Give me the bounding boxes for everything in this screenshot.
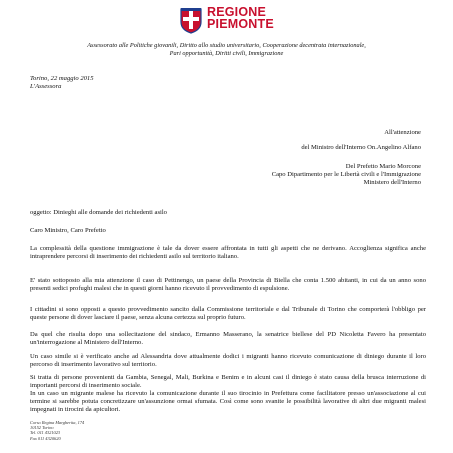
prefect-line-3: Ministero dell'Interno <box>363 179 421 186</box>
department-line-1: Assessorato alle Politiche giovanili, Diritto allo studio universitario, Cooperazione decentrata internazionale, <box>87 42 366 49</box>
brand-line-1: REGIONE <box>207 5 267 19</box>
footer-address <box>30 420 84 441</box>
minister-recipient: del Ministro dell'Interno On.Angelino Alfano <box>301 144 421 151</box>
place-date-block <box>30 75 94 91</box>
regione-piemonte-logo <box>180 6 280 38</box>
prefect-line-1: Del Prefetto Mario Morcone <box>345 163 421 170</box>
paragraph-3: I cittadini si sono opposti a questo provvedimento sancito dalla Commissione territoriale e dal Tribunale di Torino che comporterà l'obbligo per queste persone di dover lasciare il paese, senza alcuna certezza sul proprio futuro. <box>30 306 426 322</box>
footer-line-2: 10152 Torino <box>30 425 54 431</box>
footer-line-4: Fax 011 4320620 <box>30 435 61 441</box>
paragraph-7: In un caso un migrante malese ha ricevuto la comunicazione durante il suo tirocinio in Prefettura come facilitatore presso un'associazione al cui termine si sarebbe potuta concretizzare un'assunzione ormai sfumata. Così come sono svanite le possibilità lavorative di altri due migranti malesi impegnati in tirocini da apicultori. <box>30 390 426 414</box>
department-heading <box>40 42 413 58</box>
paragraph-5: Un caso simile si è verificato anche ad Alessandria dove attualmente dodici i migranti hanno ricevuto comunicazione di diniego durante il loro percorso di inserimento lavorativo sul territorio. <box>30 353 426 369</box>
greeting: Caro Ministro, Caro Prefetto <box>30 227 106 234</box>
paragraph-4: Da quel che risulta dopo una sollecitazione del sindaco, Ermanno Masserano, la senatrice biellese del PD Nicoletta Favero ha presentato un'interrogazione al Ministero dell'Interno. <box>30 331 426 347</box>
footer-line-1: Corso Regina Margherita, 174 <box>30 420 85 425</box>
department-line-2: Pari opportunità, Diritti civili, Immigrazione <box>169 50 284 57</box>
prefect-line-2: Capo Dipartimento per le Libertà civili e l'Immigrazione <box>271 171 421 178</box>
footer-line-3: Tel. 011 4321023 <box>30 430 61 436</box>
paragraph-6: Si tratta di persone provenienti da Gambia, Senegal, Mali, Burkina e Benim e in alcuni casi il diniego è stato causa della brusca interruzione di importanti percorsi di inserimento sociale. <box>30 374 426 390</box>
sender: L'Assessora <box>30 83 62 90</box>
brand-line-2: PIEMONTE <box>207 17 274 31</box>
subject-line: oggetto: Dinieghi alle domande dei richiedenti asilo <box>30 209 167 216</box>
paragraph-1: La complessità della questione immigrazione è tale da dover essere affrontata in tutti gli aspetti che ne derivano. Accoglienza significa anche intraprendere percorsi di inserimento dei richiedenti asilo sul territorio italiano. <box>30 245 426 261</box>
place-date: Torino, 22 maggio 2015 <box>30 75 94 82</box>
attention-line: All'attenzione <box>384 129 421 136</box>
brand-name <box>207 6 274 30</box>
paragraph-2: E' stato sottoposto alla mia attenzione il caso di Pettinengo, un paese della Provincia di Biella che conta 1.500 abitanti, in cui da un anno sono presenti sedici profughi malesi che in questi giorni hanno ricevuto il provvedimento di espulsione. <box>30 277 426 293</box>
prefect-recipient <box>272 163 421 187</box>
shield-icon <box>180 8 202 34</box>
